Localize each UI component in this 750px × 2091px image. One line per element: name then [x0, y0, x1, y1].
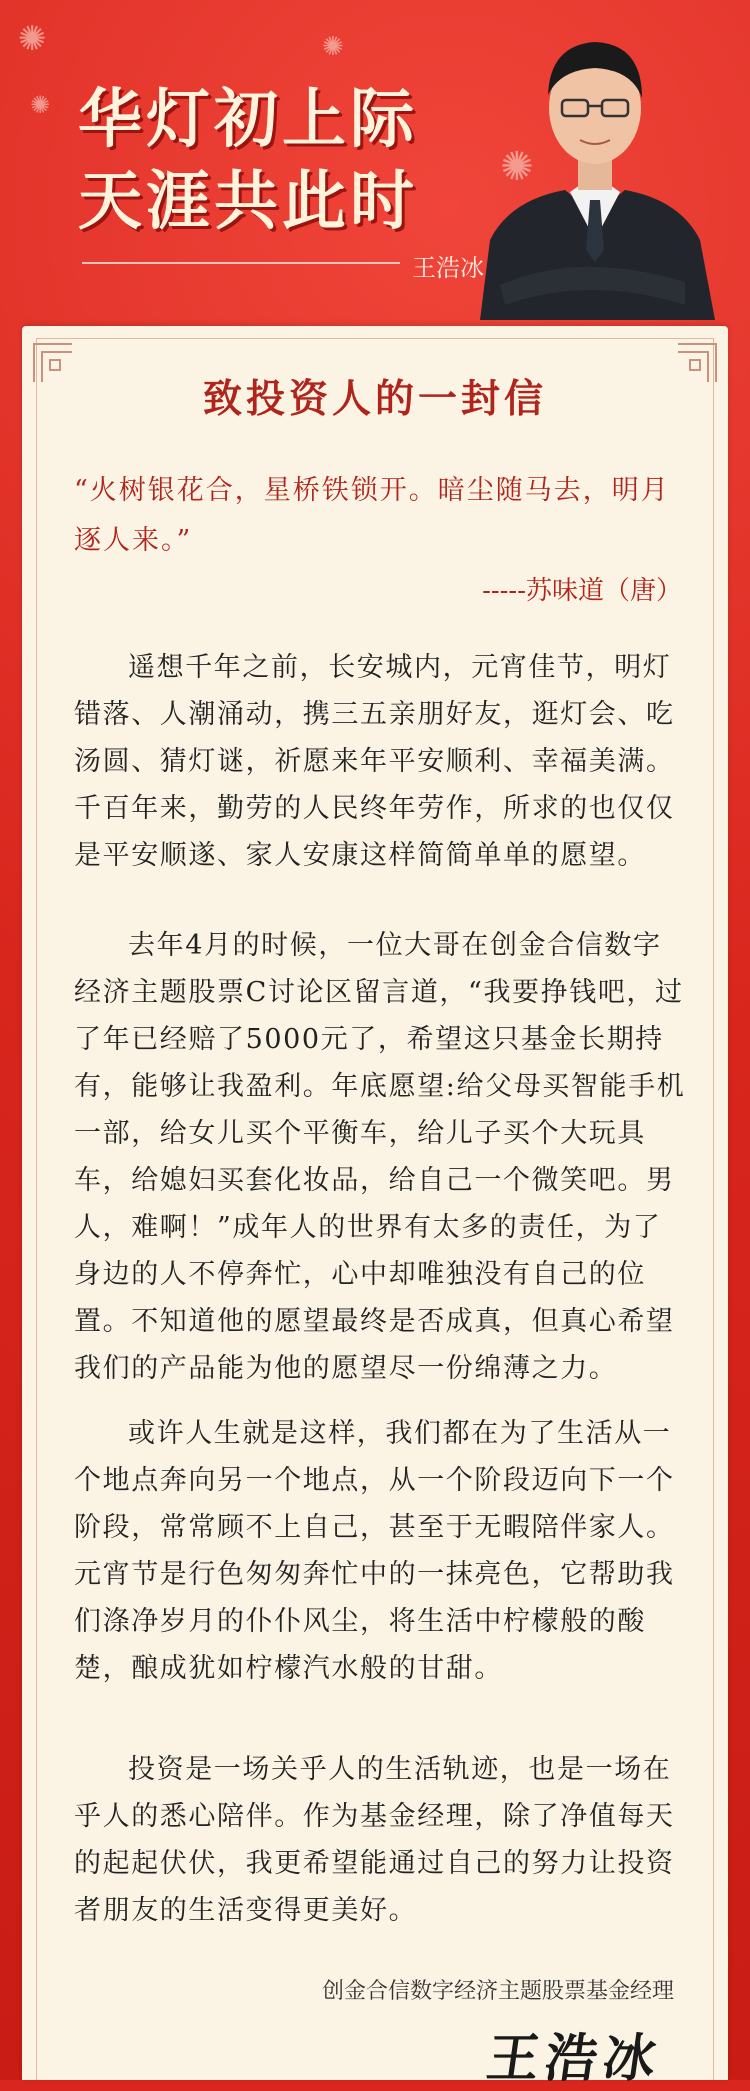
- firework-icon: ✺: [18, 19, 47, 59]
- headline-line-2: 天涯共此时: [78, 164, 418, 239]
- letter-paragraph: 投资是一场关乎人的生活轨迹，也是一场在乎人的悉心陪伴。作为基金经理，除了净值每天的起起伏伏，我更希望能通过自己的努力让投资者朋友的生活变得更美好。: [74, 1754, 675, 1926]
- signature-name: 王浩冰: [482, 2028, 666, 2089]
- signature-title: 创金合信数字经济主题股票基金经理: [321, 1979, 674, 2004]
- letter-title: 致投资人的一封信: [202, 376, 547, 422]
- poem-quote: “火树银花合，星桥铁锁开。暗尘随马去，明月逐人来。”: [74, 475, 670, 556]
- letter-paper: [22, 326, 728, 2089]
- header-banner: [0, 0, 750, 330]
- letter-paragraph: 遥想千年之前，长安城内，元宵佳节，明灯错落、人潮涌动，携三五亲朋好友，逛灯会、吃汤圆、猜灯谜，祈愿来年平安顺利、幸福美满。千百年来，勤劳的人民终年劳作，所求的也仅仅是平安顺遂、家人安康这样简简单单的愿望。: [74, 652, 675, 871]
- letter-paragraph: 或许人生就是这样，我们都在为了生活从一个地点奔向另一个地点，从一个阶段迈向下一个阶段，常常顾不上自己，甚至于无暇陪伴家人。元宵节是行色匆匆奔忙中的一抹亮色，它帮助我们涤净岁月的仆仆风尘，将生活中柠檬般的酸楚，酿成犹如柠檬汽水般的甘甜。: [74, 1418, 675, 1684]
- firework-icon: ✺: [500, 144, 534, 190]
- firework-icon: ✺: [30, 91, 51, 119]
- headline-line-1: 华灯初上际: [78, 82, 418, 157]
- poem-source: -----苏味道（唐）: [482, 576, 682, 606]
- letter-paragraph: 去年4月的时候，一位大哥在创金合信数字经济主题股票C讨论区留言道，“我要挣钱吧，过了年已经赔了5000元了，希望这只基金长期持有，能够让我盈利。年底愿望:给父母买智能手机一部，给女儿买个平衡车，给儿子买个大玩具车，给媳妇买套化妆品，给自己一个微笑吧。男人，难啊！”成年人的世界有太多的责任，为了身边的人不停奔忙，心中却唯独没有自己的位置。不知道他的愿望最终是否成真，但真心希望我们的产品能为他的愿望尽一份绵薄之力。: [74, 930, 686, 1384]
- firework-icon: ✺: [322, 32, 344, 62]
- author-portrait: [470, 0, 720, 320]
- byline-divider: [82, 262, 400, 264]
- author-byline: 王浩冰: [412, 254, 484, 282]
